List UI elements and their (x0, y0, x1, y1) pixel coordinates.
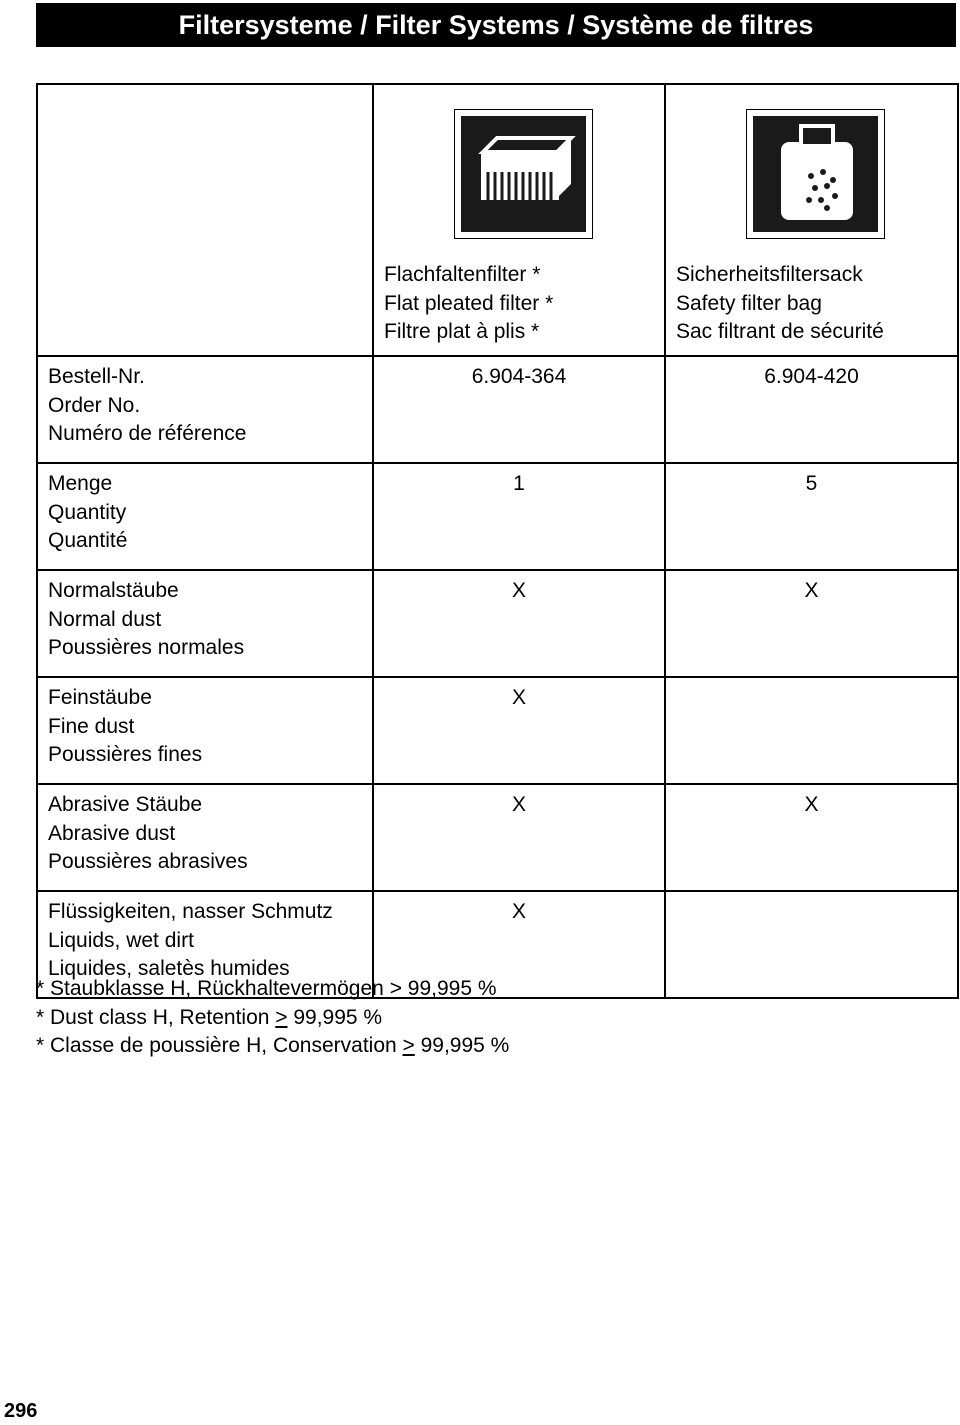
row-label (37, 677, 373, 784)
row-label-line: Poussières normales (48, 636, 245, 659)
column-header-flat-pleated-filter (373, 84, 665, 356)
row-label-line: Quantity (48, 500, 127, 524)
row-label-line: Abrasive dust (48, 821, 176, 845)
table-cell: 5 (665, 463, 958, 570)
footnote-text: * Dust class H, Retention (36, 1005, 276, 1029)
row-label-line: Bestell-Nr. (48, 365, 145, 388)
row-label-line: Feinstäube (48, 686, 152, 709)
page-title: Filtersysteme / Filter Systems / Système de filtres (36, 3, 956, 47)
row-label-line: Normal dust (48, 607, 162, 631)
table-cell: X (665, 570, 958, 677)
header-empty-cell (37, 84, 373, 356)
table-cell: 6.904-364 (373, 356, 665, 463)
greater-equal-symbol: > (402, 1034, 415, 1057)
footnote (36, 975, 509, 1004)
page-number: 296 (4, 1400, 38, 1422)
table-cell (665, 677, 958, 784)
row-label (37, 356, 373, 463)
column-name-line: Sicherheitsfiltersack (676, 263, 863, 286)
row-label-line: Poussières fines (48, 743, 203, 766)
row-label (37, 570, 373, 677)
table-row (37, 677, 958, 784)
row-label-line: Quantité (48, 529, 128, 552)
greater-equal-symbol: > (389, 977, 402, 1000)
row-label-line: Liquides, saletès humides (48, 957, 290, 980)
row-label-line: Normalstäube (48, 579, 179, 602)
row-label (37, 463, 373, 570)
footnote-value: 99,995 % (401, 977, 497, 1000)
table-row (37, 784, 958, 891)
row-label (37, 784, 373, 891)
table-cell: X (373, 677, 665, 784)
footnote-text: * Classe de poussière H, Conservation (36, 1034, 403, 1057)
greater-equal-symbol: > (275, 1005, 288, 1029)
row-label-line: Order No. (48, 393, 141, 417)
table-row (37, 356, 958, 463)
column-header-safety-filter-bag (665, 84, 958, 356)
table-cell: X (373, 784, 665, 891)
footnote-value: 99,995 % (287, 1005, 383, 1029)
footnote (36, 1032, 509, 1061)
row-label-line: Abrasive Stäube (48, 793, 203, 816)
table-row (37, 570, 958, 677)
row-label-line: Liquids, wet dirt (48, 928, 194, 952)
row-label-line: Flüssigkeiten, nasser Schmutz (48, 900, 333, 923)
footnote-value: 99,995 % (414, 1034, 510, 1057)
filter-systems-table (36, 83, 959, 999)
row-label-line: Poussières abrasives (48, 850, 248, 873)
row-label-line: Numéro de référence (48, 422, 247, 445)
table-cell: X (373, 891, 665, 998)
table-cell (665, 891, 958, 998)
table-cell: X (373, 570, 665, 677)
column-name-line: Flachfaltenfilter * (384, 263, 541, 286)
header-row (37, 84, 958, 356)
table-cell: 6.904-420 (665, 356, 958, 463)
footnote (36, 1004, 509, 1033)
column-name-line: Sac filtrant de sécurité (676, 320, 884, 343)
table-cell: 1 (373, 463, 665, 570)
footnote-text: * Staubklasse H, Rückhaltevermögen (36, 977, 390, 1000)
footnotes (36, 975, 509, 1061)
safety-filter-bag-icon (746, 109, 885, 239)
column-name-line: Safety filter bag (676, 291, 822, 315)
table-row (37, 463, 958, 570)
flat-pleated-filter-icon (454, 109, 593, 239)
column-name-line: Filtre plat à plis * (384, 320, 540, 343)
column-name-line: Flat pleated filter * (384, 291, 554, 315)
row-label-line: Fine dust (48, 714, 135, 738)
row-label-line: Menge (48, 472, 113, 495)
table-cell: X (665, 784, 958, 891)
